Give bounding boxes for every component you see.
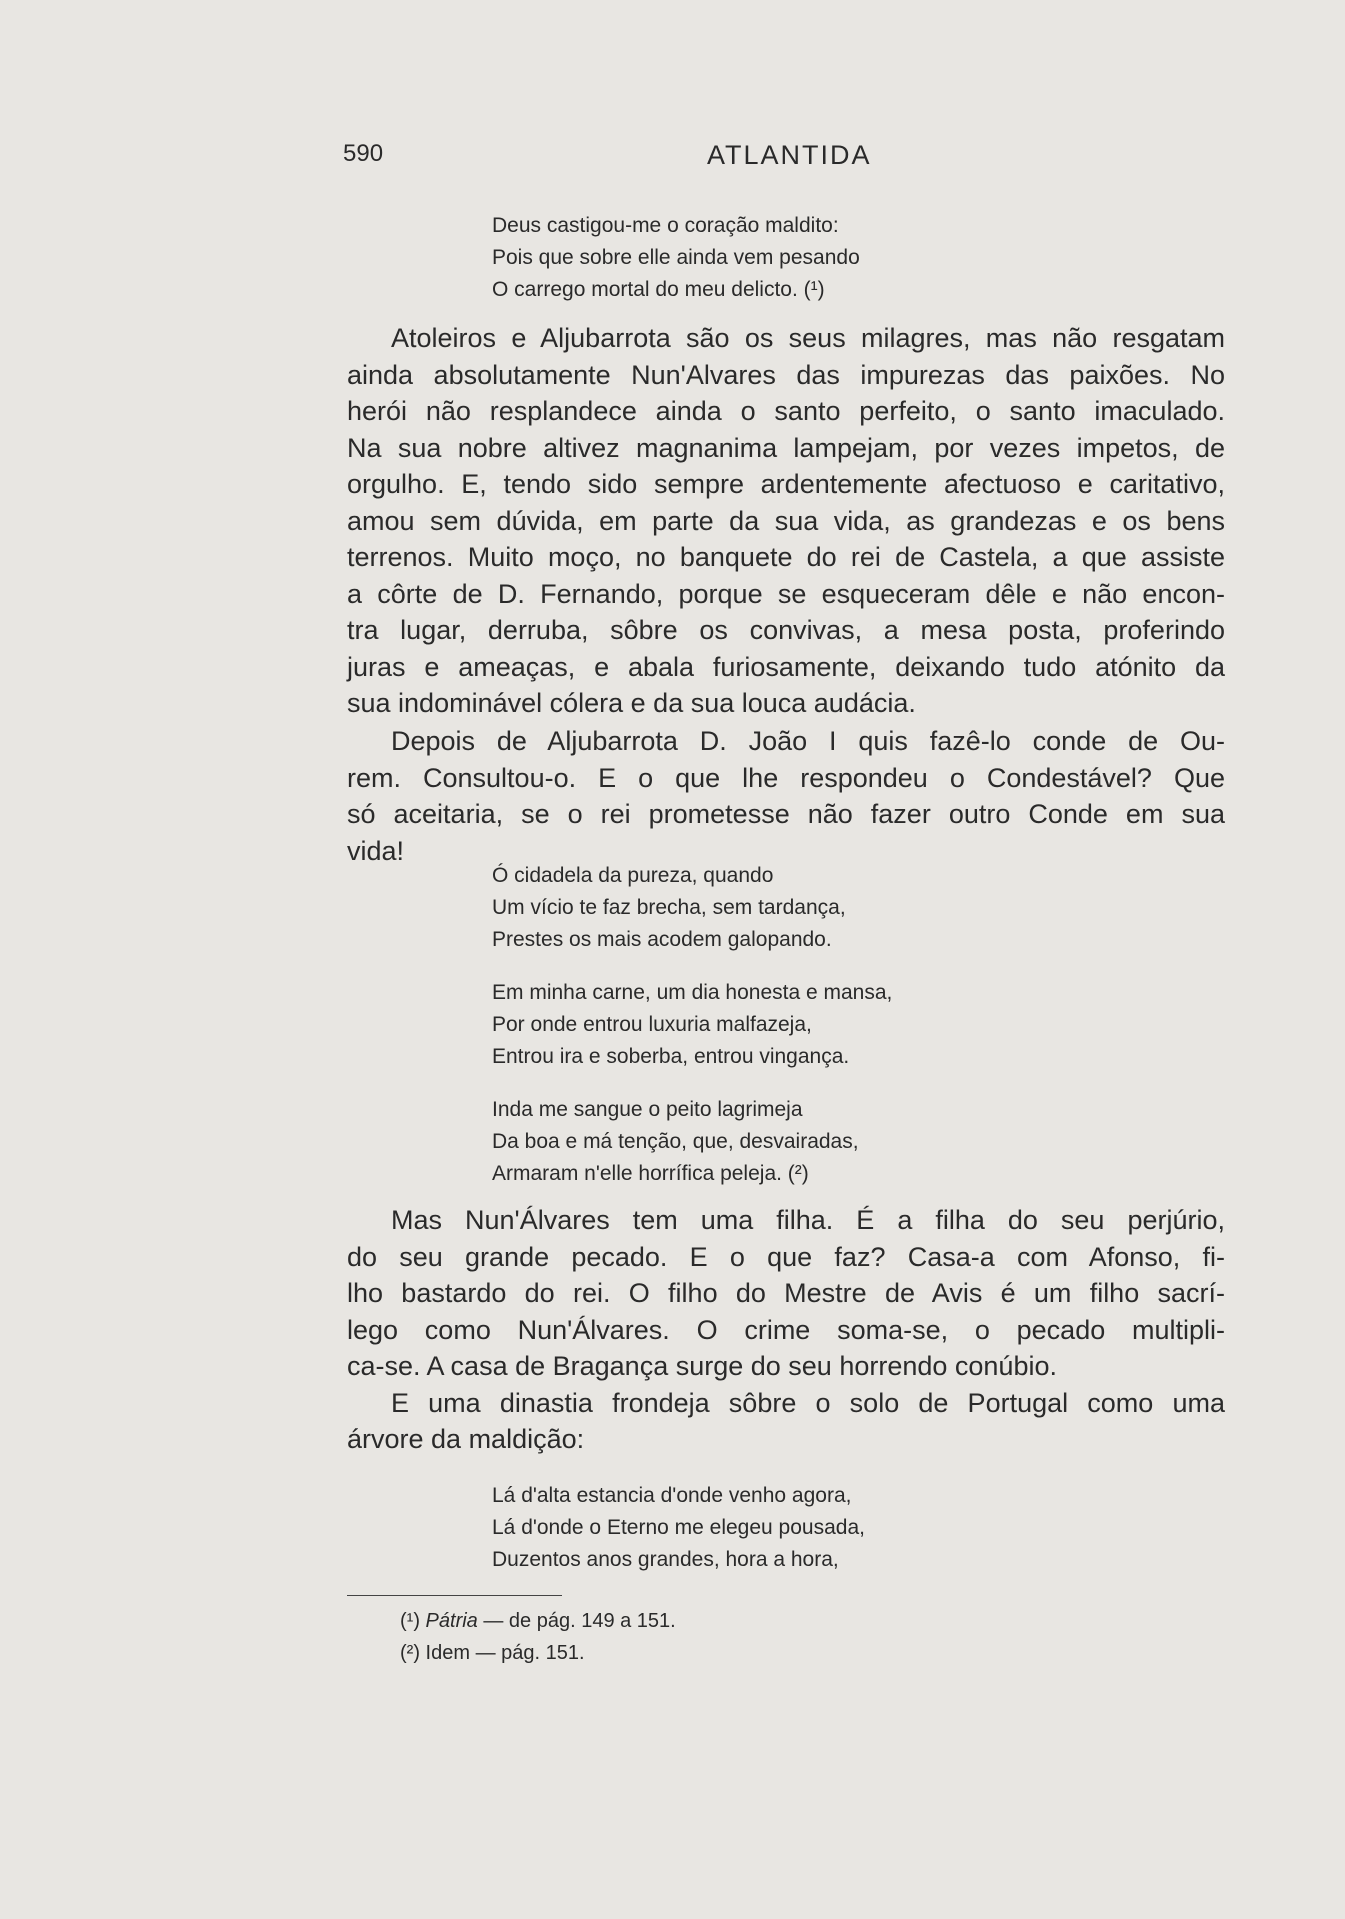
paragraph-2 [347, 723, 1225, 869]
verse-line: Lá d'alta estancia d'onde venho agora, [492, 1484, 852, 1507]
verse-quote-1 [492, 210, 860, 306]
verse-line: Por onde entrou luxuria malfazeja, [492, 1013, 812, 1036]
footnote-divider [347, 1595, 562, 1596]
text-line: rem. Consultou-o. E o que lhe respondeu o Condestável? Que [347, 762, 1225, 793]
footnote-text: Idem — pág. 151. [425, 1642, 585, 1664]
text-line: lego como Nun'Álvares. O crime soma-se, o pecado multipli- [347, 1314, 1225, 1345]
text-line: vida! [347, 835, 405, 866]
text-line: Mas Nun'Álvares tem uma filha. É a filha do seu perjúrio, [391, 1205, 1225, 1235]
text-line: juras e ameaças, e abala furiosamente, deixando tudo atónito da [347, 651, 1225, 682]
text-line: a côrte de D. Fernando, porque se esqueceram dêle e não encon- [347, 578, 1225, 609]
verse-line: Um vício te faz brecha, sem tardança, [492, 896, 846, 919]
verse-line: Deus castigou-me o coração maldito: [492, 214, 839, 237]
verse-quote-2 [492, 860, 892, 1211]
verse-quote-3 [492, 1480, 865, 1576]
text-line: herói não resplandece ainda o santo perfeito, o santo imaculado. [347, 396, 1225, 426]
text-line: lho bastardo do rei. O filho do Mestre de Avis é um filho sacrí- [347, 1278, 1225, 1308]
text-line: árvore da maldição: [347, 1424, 585, 1454]
verse-line: Da boa e má tenção, que, desvairadas, [492, 1130, 859, 1153]
text-line: ca-se. A casa de Bragança surge do seu horrendo conúbio. [347, 1351, 1057, 1381]
text-line: orgulho. E, tendo sido sempre ardentemente afectuoso e caritativo, [347, 469, 1225, 499]
text-line: Na sua nobre altivez magnanima lampejam, por vezes impetos, de [347, 432, 1225, 463]
verse-line: Entrou ira e soberba, entrou vingança. [492, 1045, 850, 1068]
text-line: do seu grande pecado. E o que faz? Casa-a com Afonso, fi- [347, 1241, 1225, 1272]
text-line: Depois de Aljubarrota D. João I quis fazê-lo conde de Ou- [391, 726, 1225, 756]
stanza [492, 860, 892, 956]
text-line: sua indominável cólera e da sua louca audácia. [347, 688, 916, 718]
verse-line: Duzentos anos grandes, hora a hora, [492, 1548, 839, 1571]
verse-line: Ó cidadela da pureza, quando [492, 864, 774, 887]
text-line: Atoleiros e Aljubarrota são os seus milagres, mas não resgatam [391, 323, 1225, 353]
page-header [343, 140, 1243, 180]
paragraph-1 [347, 320, 1225, 722]
text-line: E uma dinastia frondeja sôbre o solo de Portugal como uma [391, 1387, 1225, 1418]
verse-line: Lá d'onde o Eterno me elegeu pousada, [492, 1516, 865, 1539]
verse-line: Em minha carne, um dia honesta e mansa, [492, 981, 893, 1004]
footnote-1 [400, 1605, 676, 1637]
footnote-2 [400, 1637, 676, 1669]
text-line: amou sem dúvida, em parte da sua vida, as grandezas e os bens [347, 505, 1225, 536]
stanza [492, 977, 892, 1073]
verse-line: Armaram n'elle horrífica peleja. (²) [492, 1162, 809, 1185]
stanza [492, 1094, 892, 1190]
verse-line: Prestes os mais acodem galopando. [492, 928, 832, 951]
verse-line: Pois que sobre elle ainda vem pesando [492, 246, 860, 269]
footnote-source-title: Pátria [425, 1610, 478, 1632]
page-number: 590 [343, 140, 384, 167]
verse-line: O carrego mortal do meu delicto. (¹) [492, 278, 825, 301]
footnote-marker: (¹) [400, 1610, 420, 1632]
verse-line: Inda me sangue o peito lagrimeja [492, 1098, 803, 1121]
running-title: ATLANTIDA [707, 140, 872, 170]
text-line: só aceitaria, se o rei prometesse não fazer outro Conde em sua [347, 799, 1225, 829]
text-line: terrenos. Muito moço, no banquete do rei de Castela, a que assiste [347, 542, 1225, 572]
footnote-text: — de pág. 149 a 151. [483, 1610, 676, 1632]
paragraph-3 [347, 1202, 1225, 1458]
footnote-marker: (²) [400, 1642, 420, 1664]
text-line: ainda absolutamente Nun'Alvares das impurezas das paixões. No [347, 359, 1225, 390]
footnotes [400, 1605, 676, 1669]
text-line: tra lugar, derruba, sôbre os convivas, a mesa posta, proferindo [347, 615, 1225, 645]
